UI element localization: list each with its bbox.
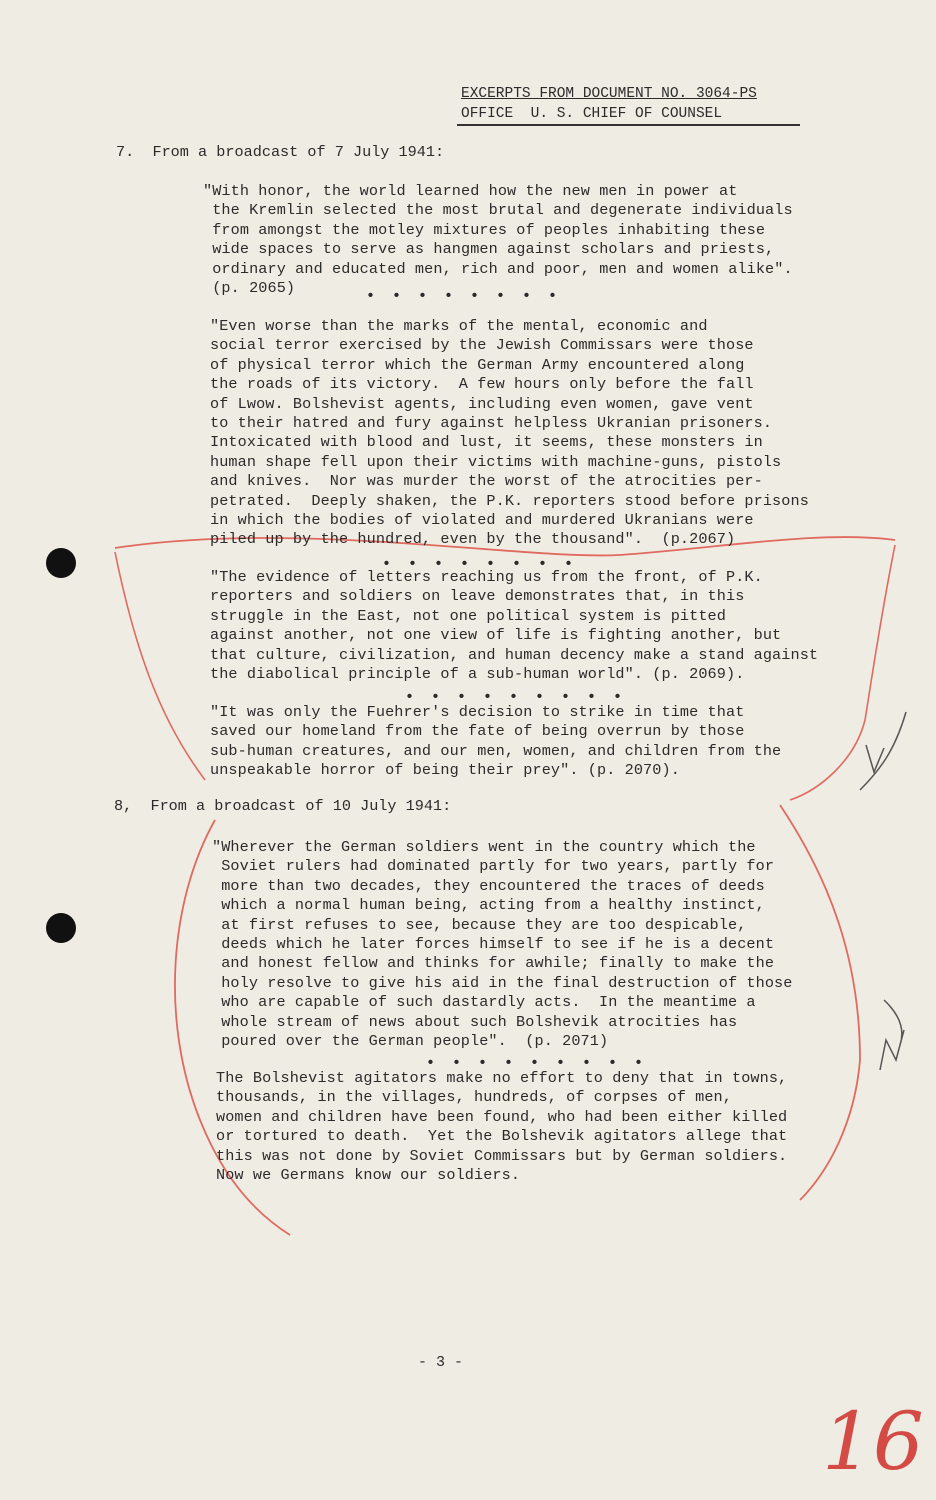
- text-line: this was not done by Soviet Commissars but by German soldiers.: [216, 1146, 788, 1165]
- text-line: wide spaces to serve as hangmen against scholars and priests,: [203, 240, 775, 259]
- ellipsis-separator: • • • • • • • •: [366, 288, 562, 305]
- text-line: saved our homeland from the fate of being overrun by those: [210, 722, 745, 741]
- text-line: poured over the German people". (p. 2071): [212, 1032, 609, 1050]
- item-8-heading: 8, From a broadcast of 10 July 1941:: [114, 797, 452, 815]
- text-line: from amongst the motley mixtures of peoples inhabiting these: [203, 220, 766, 239]
- text-line: the roads of its victory. A few hours only before the fall: [210, 375, 754, 394]
- text-line: who are capable of such dastardly acts. In the meantime a: [212, 993, 756, 1012]
- page-number: - 3 -: [418, 1354, 464, 1371]
- text-line: whole stream of news about such Bolshevik atrocities has: [212, 1012, 738, 1031]
- text-line: women and children have been found, who had been either killed: [216, 1107, 788, 1126]
- text-line: social terror exercised by the Jewish Commissars were those: [210, 336, 754, 355]
- text-line: and knives. Nor was murder the worst of the atrocities per-: [210, 472, 763, 491]
- text-line: "It was only the Fuehrer's decision to strike in time that: [210, 703, 745, 721]
- text-line: "Wherever the German soldiers went in the country which the: [212, 838, 756, 856]
- text-line: the diabolical principle of a sub-human world". (p. 2069).: [210, 665, 745, 683]
- text-line: The Bolshevist agitators make no effort to deny that in towns,: [216, 1069, 788, 1087]
- text-line: unspeakable horror of being their prey". (p. 2070).: [210, 761, 680, 780]
- text-line: Now we Germans know our soldiers.: [216, 1166, 521, 1184]
- header-line-1: EXCERPTS FROM DOCUMENT NO. 3064-PS: [461, 86, 757, 102]
- text-line: which a normal human being, acting from a healthy instinct,: [212, 896, 765, 915]
- text-line: human shape fell upon their victims with machine-guns, pistols: [210, 452, 782, 471]
- text-line: (p. 2065): [203, 279, 296, 297]
- text-line: against another, not one view of life is fighting another, but: [210, 626, 782, 645]
- text-line: piled up by the hundred, even by the thousand". (p.2067): [210, 530, 736, 549]
- ellipsis-separator: • • • • • • • • •: [426, 1055, 648, 1072]
- text-line: of physical terror which the German Army encountered along: [210, 355, 745, 374]
- text-line: thousands, in the villages, hundreds, of corpses of men,: [216, 1088, 732, 1107]
- text-line: more than two decades, they encountered the traces of deeds: [212, 876, 765, 895]
- text-line: and honest fellow and thinks for awhile; finally to make the: [212, 954, 775, 973]
- text-line: to their hatred and fury against helpless Ukranian prisoners.: [210, 414, 773, 432]
- text-line: petrated. Deeply shaken, the P.K. reporters stood before prisons: [210, 491, 809, 510]
- text-line: or tortured to death. Yet the Bolshevik agitators allege that: [216, 1127, 788, 1146]
- text-line: "The evidence of letters reaching us from the front, of P.K.: [210, 568, 763, 586]
- header-line-2: OFFICE U. S. CHIEF OF COUNSEL: [461, 106, 723, 122]
- item-7-heading: 7. From a broadcast of 7 July 1941:: [116, 143, 445, 161]
- text-line: holy resolve to give his aid in the final destruction of those: [212, 973, 793, 992]
- text-line: in which the bodies of violated and murdered Ukranians were: [210, 511, 754, 529]
- text-line: "Even worse than the marks of the mental, economic and: [210, 317, 708, 335]
- text-line: Intoxicated with blood and lust, it seems, these monsters in: [210, 433, 763, 452]
- text-line: struggle in the East, not one political system is pitted: [210, 606, 726, 625]
- ellipsis-separator: • • • • • • • •: [382, 556, 578, 573]
- text-line: sub-human creatures, and our men, women, and children from the: [210, 741, 782, 760]
- ellipsis-separator: • • • • • • • • •: [405, 689, 627, 706]
- text-line: at first refuses to see, because they are too despicable,: [212, 915, 747, 934]
- text-line: the Kremlin selected the most brutal and degenerate individuals: [203, 201, 793, 220]
- text-line: Soviet rulers had dominated partly for two years, partly for: [212, 857, 775, 876]
- text-line: ordinary and educated men, rich and poor, men and women alike".: [203, 259, 793, 278]
- text-line: reporters and soldiers on leave demonstrates that, in this: [210, 587, 745, 606]
- text-line: that culture, civilization, and human decency make a stand against: [210, 645, 819, 664]
- header-rule: [457, 124, 800, 126]
- text-line: of Lwow. Bolshevist agents, including even women, gave vent: [210, 394, 754, 413]
- handwritten-folio-number: 16: [822, 1395, 924, 1488]
- text-line: deeds which he later forces himself to see if he is a decent: [212, 935, 775, 953]
- text-line: "With honor, the world learned how the new men in power at: [203, 182, 738, 200]
